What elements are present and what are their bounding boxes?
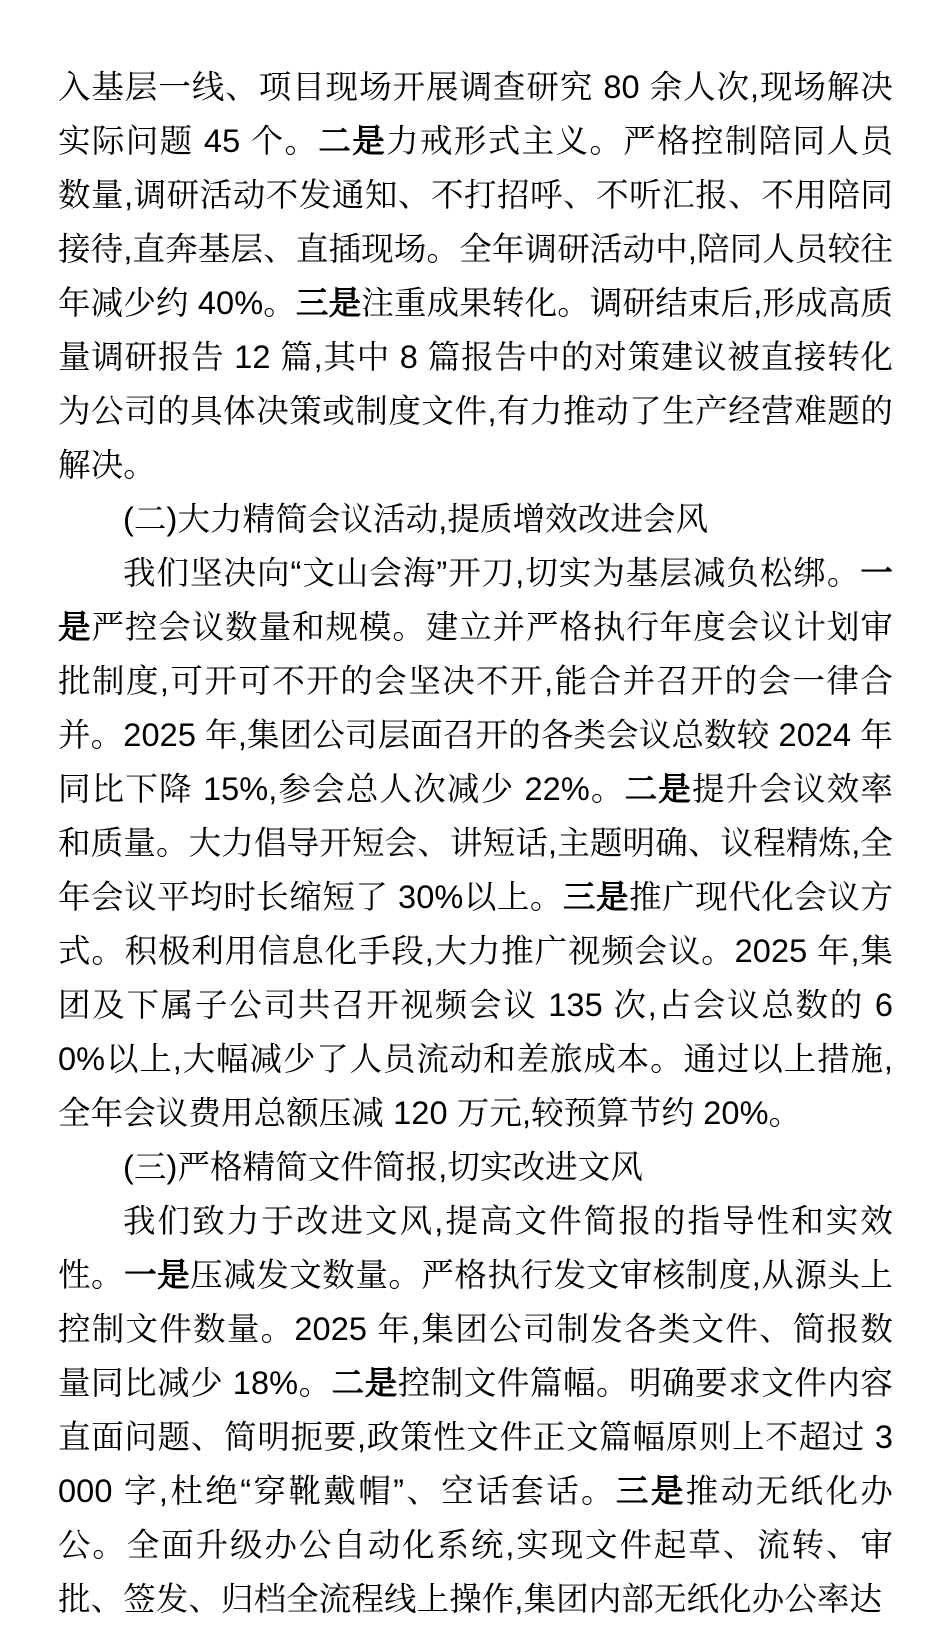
- enumeration-marker: 二是: [331, 1365, 398, 1401]
- paragraph-text-run: 推广现代化会议方式。积极利用信息化手段,大力推广视频会议。2025 年,集团及下属子公司共召开视频会议 135 次,占会议总数的 60%以上,大幅减少了人员流动和差旅成本。通过以上措施,全年会议费用总额压减 120 万元,较预算节约 20%。: [58, 879, 893, 1131]
- enumeration-marker: 二是: [318, 123, 387, 159]
- paragraph-text-run: 严控会议数量和规模。建立并严格执行年度会议计划审批制度,可开可不开的会坚决不开,能合并召开的会一律合并。2025 年,集团公司层面召开的各类会议总数较 2024 年同比下降 15%,参会总人次减少 22%。: [58, 609, 893, 807]
- paragraph-text-run: 我们坚决向“文山会海”开刀,切实为基层减负松绑。: [123, 555, 861, 591]
- enumeration-marker: 三是: [615, 1473, 686, 1509]
- body-paragraph: [58, 1194, 893, 1626]
- section-heading: (二)大力精简会议活动,提质增效改进会风: [123, 501, 709, 537]
- paragraph-text-run: 我们致力于改进文风,提高文件简报的指导性和实效性。: [58, 1203, 893, 1293]
- paragraph-text-run: 注重成果转化。调研结束后,形成高质量调研报告 12 篇,其中 8 篇报告中的对策建议被直接转化为公司的具体决策或制度文件,有力推动了生产经营难题的解决。: [58, 285, 893, 483]
- paragraph-text-run: 入基层一线、项目现场开展调查研究 80 余人次,现场解决实际问题 45 个。: [58, 69, 893, 159]
- section-heading: (三)严格精简文件简报,切实改进文风: [123, 1149, 643, 1185]
- enumeration-marker: 三是: [562, 879, 630, 915]
- enumeration-marker: 二是: [624, 771, 692, 807]
- paragraph-text-run: 控制文件篇幅。明确要求文件内容直面问题、简明扼要,政策性文件正文篇幅原则上不超过 3000 字,杜绝“穿靴戴帽”、空话套话。: [58, 1365, 893, 1509]
- paragraph-text-run: 压减发文数量。严格执行发文审核制度,从源头上控制文件数量。2025 年,集团公司制发各类文件、简报数量同比减少 18%。: [58, 1257, 894, 1401]
- paragraph-text-run: 提升会议效率和质量。大力倡导开短会、讲短话,主题明确、议程精炼,全年会议平均时长缩短了 30%以上。: [58, 771, 893, 915]
- body-paragraph: [58, 546, 893, 1140]
- paragraph-text-run: 力戒形式主义。严格控制陪同人员数量,调研活动不发通知、不打招呼、不听汇报、不用陪同接待,直奔基层、直插现场。全年调研活动中,陪同人员较往年减少约 40%。: [58, 123, 893, 321]
- body-paragraph: [58, 60, 893, 492]
- enumeration-marker: 一是: [124, 1257, 191, 1293]
- enumeration-marker: 三是: [295, 285, 362, 321]
- paragraph-text-run: 推动无纸化办公。全面升级办公自动化系统,实现文件起草、流转、审批、签发、归档全流程线上操作,集团内部无纸化办公率达: [58, 1473, 893, 1617]
- enumeration-marker: 一是: [58, 555, 893, 645]
- document-body: [58, 60, 893, 1626]
